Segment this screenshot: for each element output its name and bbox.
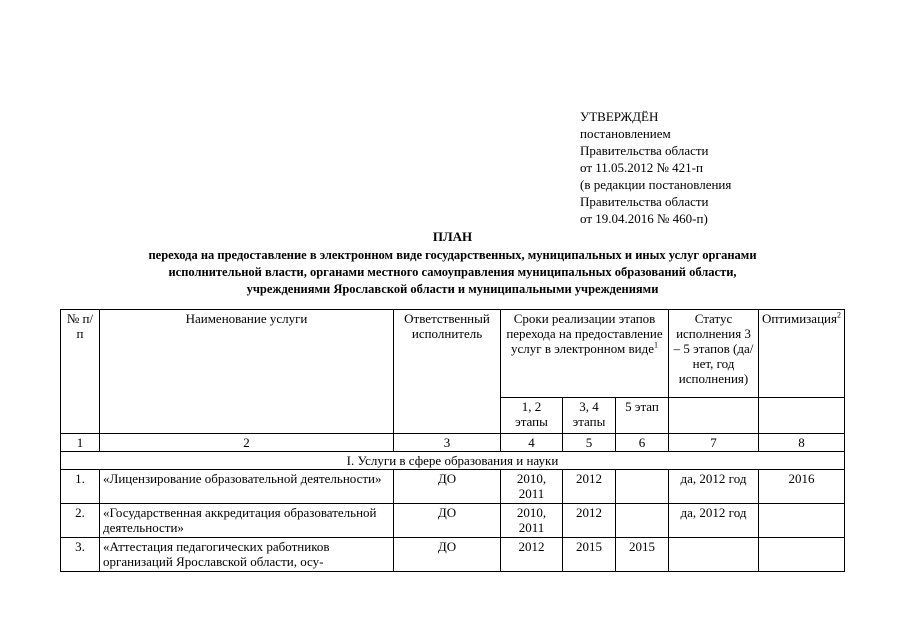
header-optimization-text: Оптимизация xyxy=(762,311,837,326)
row-stage-5 xyxy=(616,470,669,504)
row-num: 1. xyxy=(61,470,100,504)
column-number: 7 xyxy=(669,434,759,452)
approval-line: Правительства области xyxy=(580,143,709,158)
table-row xyxy=(61,538,845,572)
column-number: 2 xyxy=(100,434,394,452)
approval-block xyxy=(580,108,731,227)
subtitle-line: учреждениями Ярославской области и муниципальными учреждениями xyxy=(246,282,659,296)
column-numbers-row xyxy=(61,434,845,452)
row-stage-12: 2010, 2011 xyxy=(501,504,563,538)
subtitle-line: исполнительной власти, органами местного самоуправления муниципальных образований области, xyxy=(168,265,737,279)
row-stage-12: 2010, 2011 xyxy=(501,470,563,504)
footnote-marker: 1 xyxy=(653,340,658,350)
row-status xyxy=(669,538,759,572)
row-optimization xyxy=(759,538,845,572)
row-stage-34: 2015 xyxy=(563,538,616,572)
subtitle-line: перехода на предоставление в электронном виде государственных, муниципальных и иных услуг органами xyxy=(148,248,757,262)
header-status: Статус исполнения 3 – 5 этапов (да/ нет, год исполнения) xyxy=(669,310,759,398)
approval-line: УТВЕРЖДЁН xyxy=(580,109,659,124)
plan-table xyxy=(60,309,845,572)
approval-line: от 19.04.2016 № 460-п) xyxy=(580,211,708,226)
approval-line: от 11.05.2012 № 421-п xyxy=(580,160,703,175)
row-status: да, 2012 год xyxy=(669,470,759,504)
table-row xyxy=(61,470,845,504)
header-num: № п/п xyxy=(61,310,100,434)
empty-cell xyxy=(759,398,845,434)
table-row xyxy=(61,504,845,538)
approval-line: постановлением xyxy=(580,126,671,141)
approval-line: (в редакции постановления xyxy=(580,177,732,192)
column-number: 6 xyxy=(616,434,669,452)
empty-cell xyxy=(669,398,759,434)
section-row xyxy=(61,452,845,470)
section-title: I. Услуги в сфере образования и науки xyxy=(61,452,845,470)
row-service-name: «Аттестация педагогических работников организаций Ярославской области, осу- xyxy=(100,538,394,572)
column-number: 5 xyxy=(563,434,616,452)
row-num: 2. xyxy=(61,504,100,538)
header-row xyxy=(61,310,845,398)
document-title: ПЛАН xyxy=(432,229,473,244)
header-terms xyxy=(501,310,669,398)
header-stage-34: 3, 4 этапы xyxy=(563,398,616,434)
row-stage-12: 2012 xyxy=(501,538,563,572)
header-executor: Ответственный исполнитель xyxy=(394,310,501,434)
row-stage-5 xyxy=(616,504,669,538)
row-optimization: 2016 xyxy=(759,470,845,504)
header-stage-5: 5 этап xyxy=(616,398,669,434)
row-status: да, 2012 год xyxy=(669,504,759,538)
header-stage-12: 1, 2 этапы xyxy=(501,398,563,434)
footnote-marker: 2 xyxy=(836,310,841,320)
row-executor: ДО xyxy=(394,470,501,504)
approval-line: Правительства области xyxy=(580,194,709,209)
column-number: 1 xyxy=(61,434,100,452)
row-service-name: «Государственная аккредитация образовательной деятельности» xyxy=(100,504,394,538)
column-number: 8 xyxy=(759,434,845,452)
row-optimization xyxy=(759,504,845,538)
row-stage-34: 2012 xyxy=(563,470,616,504)
header-optimization xyxy=(759,310,845,398)
row-stage-34: 2012 xyxy=(563,504,616,538)
document-subtitle xyxy=(60,247,845,298)
row-num: 3. xyxy=(61,538,100,572)
column-number: 3 xyxy=(394,434,501,452)
row-executor: ДО xyxy=(394,538,501,572)
row-service-name: «Лицензирование образовательной деятельности» xyxy=(100,470,394,504)
header-name: Наименование услуги xyxy=(100,310,394,434)
header-terms-text: Сроки реализации этапов перехода на предоставление услуг в электронном виде xyxy=(506,311,663,356)
row-stage-5: 2015 xyxy=(616,538,669,572)
column-number: 4 xyxy=(501,434,563,452)
row-executor: ДО xyxy=(394,504,501,538)
